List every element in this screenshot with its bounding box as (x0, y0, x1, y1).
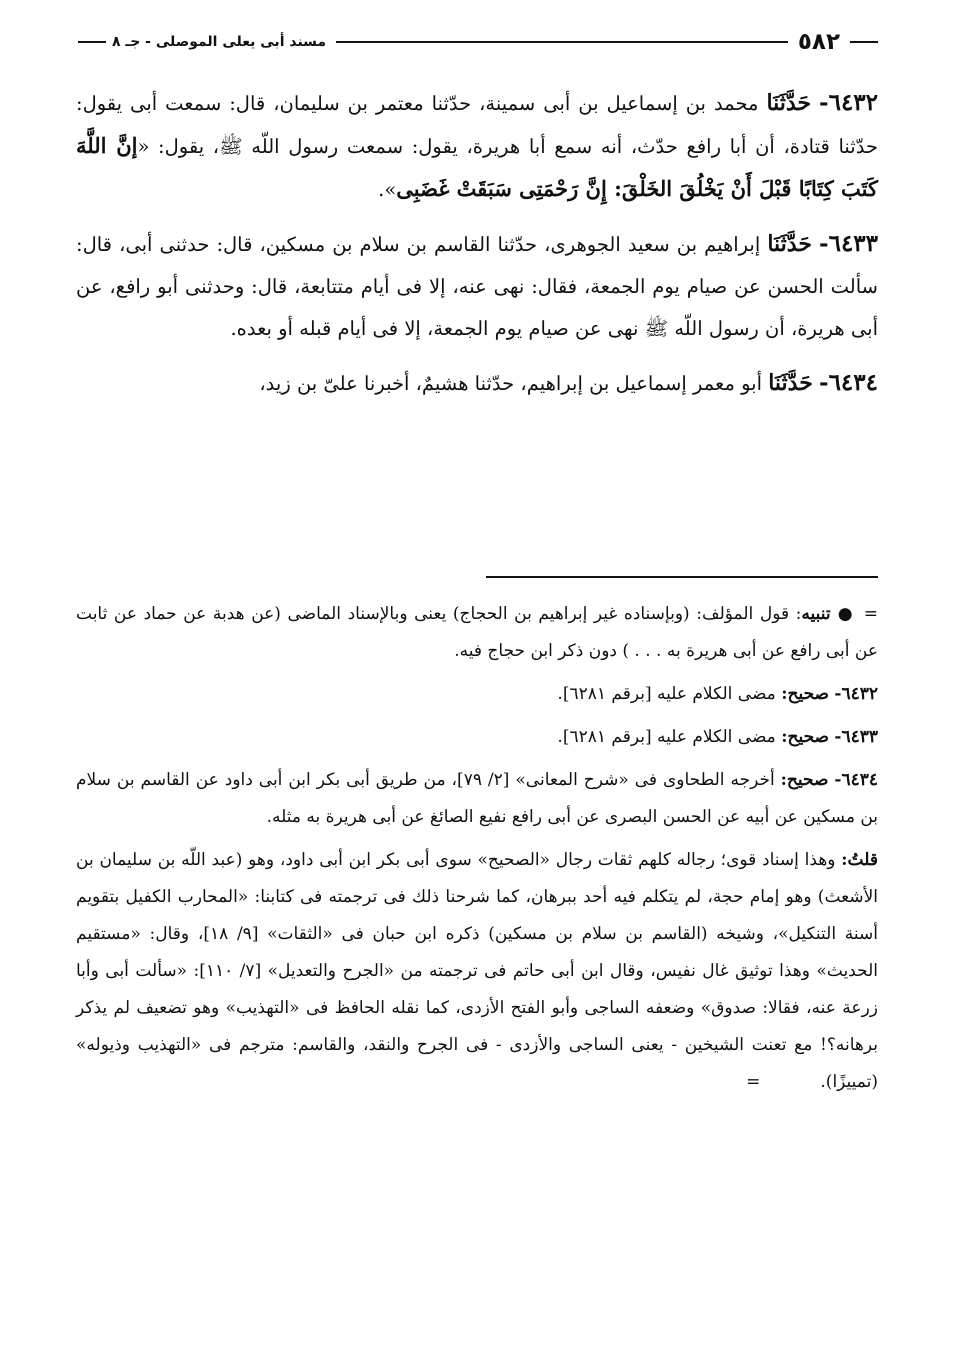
note-grade: صحيح: (781, 727, 829, 747)
hadith-6434 (76, 362, 878, 405)
hadith-opener: حَدَّثَنَا (766, 90, 812, 116)
page-number: ٥٨٢ (797, 29, 840, 55)
qultu-text: وهذا إسناد قوى؛ رجاله كلهم ثقات رجال «الصحيح» سوى أبى بكر ابن أبى داود، وهو (عبد اللّه بن سليمان بن الأشعث) وهو إمام حجة، لم يتكلم فيه أحد ببرهان، كما شرحنا ذلك فى ترجمته فى كتابنا: «المحارب الكفيل بتقويم أسنة التنكيل»، وشيخه (القاسم بن سلام بن مسكين) ذكره ابن حبان فى «الثقات» [٩/ ١٨]، وقال: «مستقيم الحديث» وهذا توثيق غال نفيس، وقال ابن أبى حاتم فى ترجمته من «الجرح والتعديل» [٧/ ١١٠]: «سألت أبى وأبا زرعة عنه، فقالا: صدوق» وضعفه الساجى وأبو الفتح الأزدى، كما نقله الحافظ فى «التهذيب» وهو تضعيف لم يذكر برهانه؟! مع تعنت الشيخين - يعنى الساجى والأزدى - فى الجرح والنقد، والقاسم: مترجم فى «التهذيب وذيوله» (تمييزًا). (76, 850, 878, 1092)
note-text: مضى الكلام عليه [برقم ٦٢٨١]. (557, 684, 782, 704)
note-number: ٦٤٣٤- (834, 770, 879, 790)
continuation-marker-end: = (746, 1072, 761, 1092)
qultu-label: قلتُ: (841, 850, 878, 870)
footnotes (76, 596, 878, 1101)
hadith-opener: حَدَّثَنَا (768, 370, 813, 396)
tanbih-label: ● تنبيه (801, 604, 854, 624)
header-rule (336, 41, 788, 43)
header-dash-left (78, 41, 106, 43)
hadith-6433 (76, 223, 878, 350)
note-6433 (76, 719, 878, 756)
hadith-text: إبراهيم بن سعيد الجوهرى، حدّثنا القاسم بن سلام بن مسكين، قال: حدثنى أبى، قال: سألت الحسن عن صيام يوم الجمعة، فقال: نهى عنه، إلا فى أيام متتابعة، قال: وحدثنى أبو رافع، عن أبى هريرة، أن رسول اللّه ﷺ نهى عن صيام يوم الجمعة، إلا فى أيام قبله أو بعده. (76, 233, 878, 340)
hadith-close: ». (378, 178, 397, 201)
hadith-text: أبو معمر إسماعيل بن إبراهيم، حدّثنا هشيمٌ، أخبرنا علىّ بن زيد، (259, 372, 769, 395)
note-tanbih (76, 596, 878, 670)
note-grade: صحيح: (781, 684, 829, 704)
main-text (76, 82, 878, 417)
note-number: ٦٤٣٣- (834, 727, 878, 747)
page-header (78, 30, 878, 54)
note-text: مضى الكلام عليه [برقم ٦٢٨١]. (557, 727, 782, 747)
continuation-marker-start: = (863, 604, 878, 624)
header-dash-right (850, 41, 878, 43)
hadith-number: ٦٤٣٢- (819, 89, 879, 116)
note-6434 (76, 762, 878, 836)
hadith-number: ٦٤٣٤- (819, 369, 878, 396)
note-6432 (76, 676, 878, 713)
note-grade: صحيح: (780, 770, 829, 790)
running-title: مسند أبى يعلى الموصلى - جـ ٨ (112, 34, 327, 50)
hadith-opener: حَدَّثَنَا (767, 231, 812, 257)
note-number: ٦٤٣٢- (834, 684, 878, 704)
note-text: أخرجه الطحاوى فى «شرح المعانى» [٢/ ٧٩]، من طريق أبى بكر ابن أبى داود عن القاسم بن سلام بن مسكين عن أبيه عن الحسن البصرى عن أبى رافع نفيع الصائغ عن أبى هريرة به مثله. (76, 770, 878, 827)
hadith-isnad: محمد بن إسماعيل بن أبى سمينة، حدّثنا معتمر بن سليمان، قال: سمعت أبى يقول: حدّثنا قتادة، أن أبا رافع حدّث، أنه سمع أبا هريرة، يقول: سمعت رسول اللّه ﷺ، يقول: « (76, 92, 878, 158)
hadith-number: ٦٤٣٣- (819, 230, 879, 257)
hadith-matn: إنَّ اللَّهَ كَتَبَ كِتَابًا قَبْلَ أَنْ يَخْلُقَ الخَلْقَ: إِنَّ رَحْمَتِى سَبَقَتْ غَضَبِى (76, 133, 878, 201)
note-qultu (76, 842, 878, 1101)
footnote-separator (486, 576, 878, 578)
tanbih-text: : قول المؤلف: (وبإسناده غير إبراهيم بن الحجاج) يعنى وبالإسناد الماضى (عن هدبة عن حماد عن ثابت عن أبى رافع عن أبى هريرة به . . . ) دون ذكر ابن حجاج فيه. (76, 604, 878, 661)
hadith-6432 (76, 82, 878, 211)
